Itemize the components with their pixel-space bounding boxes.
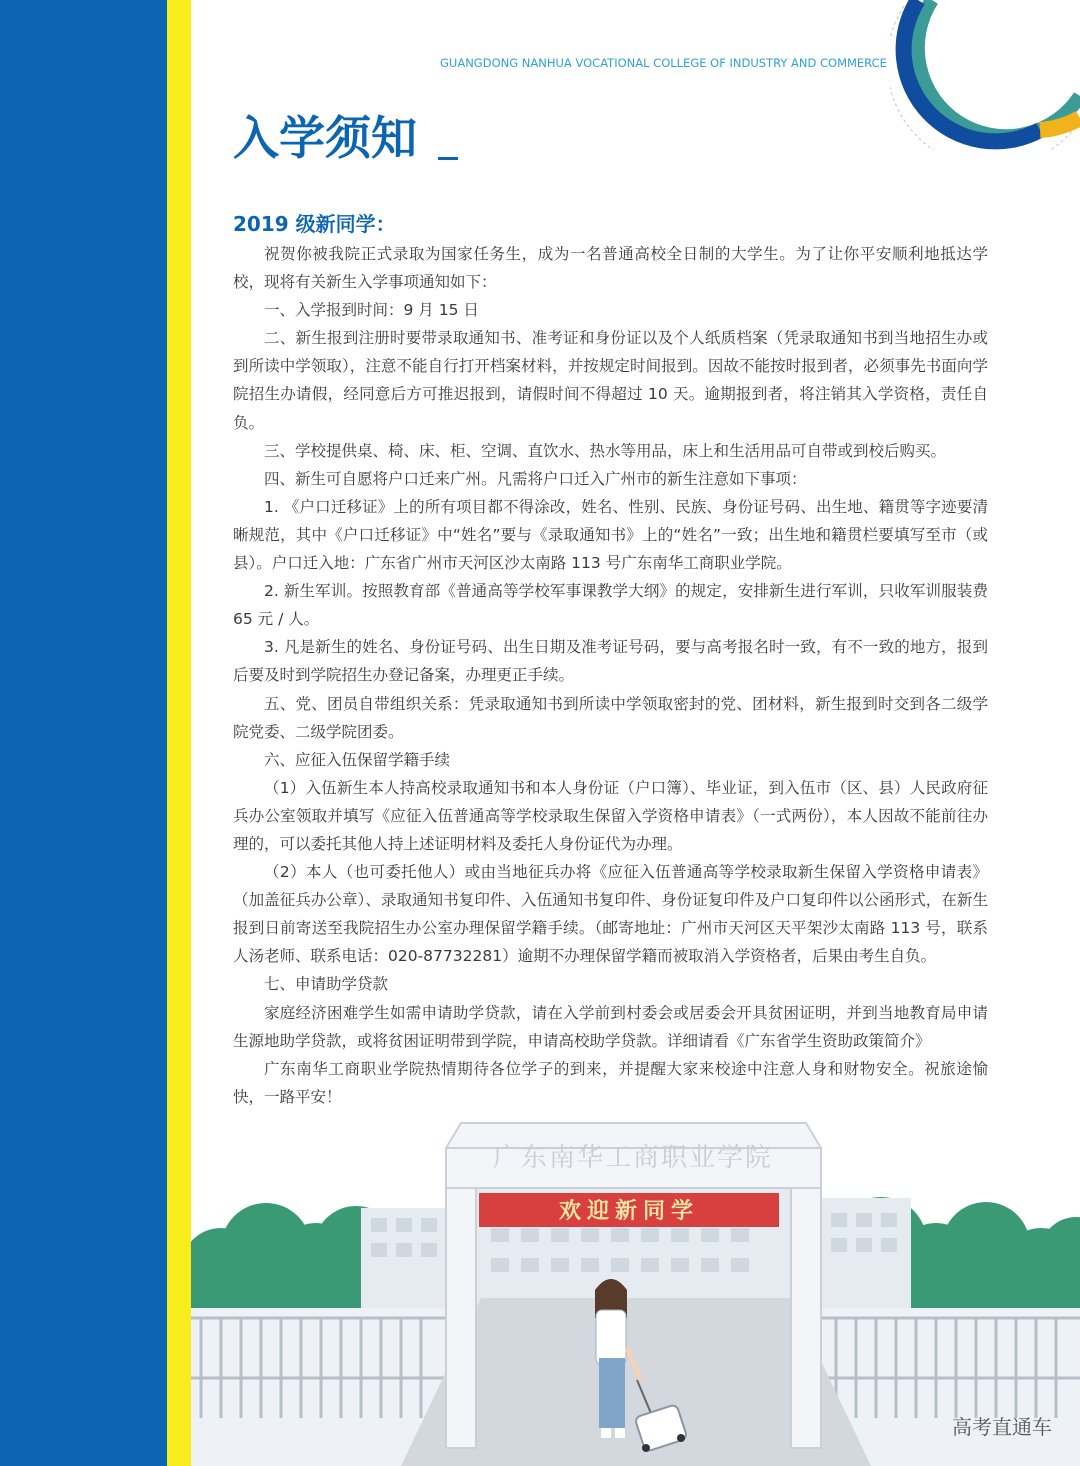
paragraph: 七、申请助学贷款 <box>264 975 389 994</box>
corner-ring-decoration <box>890 0 1080 150</box>
watermark-text: 高考直通车 <box>952 1415 1052 1439</box>
paragraph: （2）本人（也可委托他人）或由当地征兵办将《应征入伍普通高等学校录取新生保留入学资格申请表》（加盖征兵办公章）、录取通知书复印件、入伍通知书复印件、身份证复印件及户口复印件以公函形式，在新生报到日前寄送至我院招生办公室办理保留学籍手续。（邮寄地址：广州市天河区天平架沙太南路 113 号，联系人汤老师、联系电话：020-87732281）逾期不办理保留学籍而被取消入学资格者，后果由考生自负。 <box>233 863 988 966</box>
gate-sign: 广东南华工商职业学院 <box>492 1143 774 1173</box>
paragraph: 2. 新生军训。按照教育部《普通高等学校军事课教学大纲》的规定，安排新生进行军训，只收军训服装费 65 元 / 人。 <box>233 582 988 629</box>
paragraph: 二、新生报到注册时要带录取通知书、准考证和身份证以及个人纸质档案（凭录取通知书到当地招生办或到所读中学领取），注意不能自行打开档案材料，并按规定时间报到。因故不能按时报到者，必须事先书面向学院招生办请假，经同意后方可推迟报到，请假时间不得超过 10 天。逾期报到者，将注销其入学资格，责任自负。 <box>233 329 988 432</box>
title-underline <box>438 157 458 160</box>
paragraph: 三、学校提供桌、椅、床、柜、空调、直饮水、热水等用品，床上和生活用品可自带或到校后购买。 <box>264 441 947 460</box>
left-blue-band <box>0 0 167 1466</box>
notice-body <box>233 240 988 1111</box>
college-english-name: GUANGDONG NANHUA VOCATIONAL COLLEGE OF INDUSTRY AND COMMERCE <box>440 56 887 70</box>
paragraph: 六、应征入伍保留学籍手续 <box>264 750 451 769</box>
paragraph: 四、新生可自愿将户口迁来广州。凡需将户口迁入广州市的新生注意如下事项： <box>264 469 807 488</box>
paragraph: 3. 凡是新生的姓名、身份证号码、出生日期及准考证号码，要与高考报名时一致，有不一致的地方，报到后要及时到学院招生办登记备案，办理更正手续。 <box>233 638 988 685</box>
paragraph: 五、党、团员自带组织关系：凭录取通知书到所读中学领取密封的党、团材料，新生报到时交到各二级学院党委、二级学院团委。 <box>233 694 988 741</box>
page-title: 入学须知 <box>233 111 417 165</box>
paragraph: 广东南华工商职业学院热情期待各位学子的到来，并提醒大家来校途中注意人身和财物安全。祝旅途愉快，一路平安！ <box>233 1059 988 1106</box>
left-yellow-band <box>167 0 191 1466</box>
paragraph: 一、入学报到时间：9 月 15 日 <box>264 301 479 320</box>
paragraph: 1. 《户口迁移证》上的所有项目都不得涂改，姓名、性别、民族、身份证号码、出生地、籍贯等字迹要清晰规范，其中《户口迁移证》中“姓名”要与《录取通知书》上的“姓名”一致；出生地和籍贯栏要填写至市（或县）。户口迁入地：广东省广州市天河区沙太南路 113 号广东南华工商职业学院。 <box>233 497 988 573</box>
paragraph: （1）入伍新生本人持高校录取通知书和本人身份证（户口簿）、毕业证，到入伍市（区、县）人民政府征兵办公室领取并填写《应征入伍普通高等学校录取生保留入学资格申请表》（一式两份），本人因故不能前往办理的，可以委托其他人持上述证明材料及委托人身份证代为办理。 <box>233 778 988 853</box>
paragraph: 家庭经济困难学生如需申请助学贷款，请在入学前到村委会或居委会开具贫困证明，并到当地教育局申请生源地助学贷款，或将贫困证明带到学院，申请高校助学贷款。详细请看《广东省学生资助政策简介》 <box>233 1003 988 1050</box>
greeting-heading: 2019 级新同学： <box>233 212 396 236</box>
paragraph: 祝贺你被我院正式录取为国家任务生，成为一名普通高校全日制的大学生。为了让你平安顺利地抵达学校，现将有关新生入学事项通知如下： <box>233 245 988 292</box>
campus-gate-illustration <box>191 1118 1080 1466</box>
welcome-banner-text: 欢迎新同学 <box>558 1198 700 1224</box>
